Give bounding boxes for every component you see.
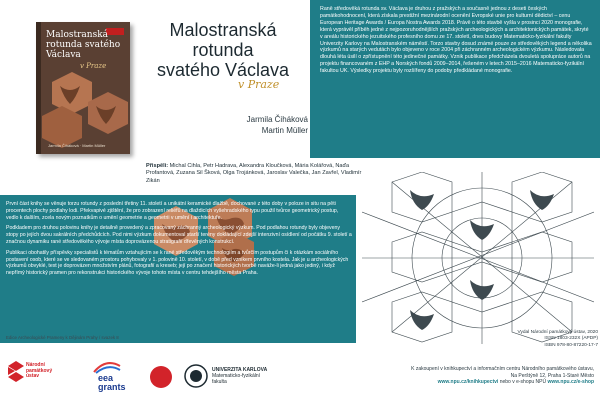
sale-line-1: K zakoupení v knihkupectví a informačním centru Národního památkového ústavu,	[411, 366, 594, 372]
sale-line-3	[376, 379, 594, 386]
sale-line-2: Na Perštýně 12, Praha 1-Staré Město	[510, 372, 594, 379]
npu-word-3: ústav	[26, 373, 40, 380]
lead-paragraph-1: První část knihy se věnuje torzu rotundy z poslední třetiny 11. století a unikátní keramické dlažbě, dochované z této doby v poloze in situ na pěti procentech plochy podlahy lodi. Překvapivé zjištění, že pro zobrazení reliéfů na dlaždicích vyšehradského typu použil tvůrce geometrický postup, vedlo k dalším, zcela novým poznatkům o umění geometrie a geometrii v umění i architektuře.	[6, 201, 339, 221]
cover-tiles-image	[42, 72, 128, 152]
series-note: Edice Archeologické Prameny k Dějinám Prahy / svazek 8	[6, 335, 119, 340]
sale-info	[376, 366, 594, 386]
title-line-1: Malostranská	[169, 20, 277, 40]
eea-word-1: eea	[98, 373, 114, 383]
eea-logo-text	[98, 374, 126, 392]
contributors-label: Přispěli:	[146, 163, 169, 169]
eshop-link[interactable]: www.npu.cz/e-shop	[547, 379, 594, 386]
cover-subtitle: v Praze	[80, 62, 107, 70]
title-subtitle: v Praze	[238, 78, 280, 91]
sale-line-3-mid: nebo v e-shopu NPÚ	[498, 379, 548, 386]
author-2: Martin Müller	[261, 126, 308, 135]
book-cover	[36, 22, 130, 154]
eea-grants-logo	[88, 358, 144, 400]
uk-logo	[184, 364, 304, 394]
contributors-names: Michal Cihla, Petr Hadrava, Alexandra Kloučková, Mária Kolářová, Naďa Profantová, Zuzana Sil Šková, Olga Trojánková, Jaroslav Valečka, Jan Zavřel, Vladimír Zikán	[146, 163, 362, 184]
uk-seal-icon	[184, 364, 208, 388]
lead-paragraph-2: Podkladem pro druhou polovinu knihy je detailně provedený a zpracovaný záchranný archeologický výzkum. Pod podlahou rotundy byly objeveny stopy po jejích dvou sakrálních předchůdcích. Pod nimi výzkum dokumentoval starší terény dokládající zdejší intenzivní osídlení od počátku 9. století a značnou dynamiku rané středověkého vývoje místa doprovázenou stratigrafií dřevěných konstrukcí.	[6, 225, 352, 245]
uk-faculty-1: Matematicko-fyzikální	[212, 372, 261, 379]
npu-logo-text	[26, 363, 52, 380]
eea-word-2: grants	[98, 382, 126, 392]
bookshop-link[interactable]: www.npu.cz/knihkupectvi	[437, 379, 499, 386]
author-1: Jarmila Čiháková	[246, 115, 308, 124]
contributors	[146, 163, 366, 185]
book-spine	[36, 22, 41, 154]
npu-mark-icon	[8, 361, 24, 383]
isbn-line: ISBN 978-80-87220-17-7	[544, 342, 598, 348]
geometric-pattern-drawing	[362, 172, 594, 344]
publication-info	[478, 330, 598, 349]
cover-authors: Jarmila Čiháková · Martin Müller	[48, 143, 106, 148]
npu-word-1: Národní	[26, 362, 45, 368]
lead-paragraph-3: Publikaci obohatily příspěvky specialistů k tématům vztahujícím se k rané středověkým technologiím a tvůrčím postupům či k otázkám sociálního postavení osob, které se ve sledovaném prostoru pohybovaly v 1. polovině 10. století, v době před vznikem prvního kostela. Jak je u archeologických výzkumů obvyklé, text je doprovázen množstvím plánů, fotografií a kreseb; její po značení historických tvorbě naváže-li jedná jako jediný, i když nepřímý historický pramen pro rekonstrukci historického vývoje tohoto místa v centru tehdejšího města Praha.	[6, 249, 349, 277]
npu-logo	[8, 357, 78, 399]
uk-faculty-2: fakulta	[212, 378, 227, 385]
npu-word-2: památkový	[26, 367, 53, 374]
publisher-line: Vydal Národní památkový ústav, 2020	[517, 330, 598, 335]
uk-name: UNIVERZITA KARLOVA	[212, 367, 268, 373]
title-line-3: svatého Václava	[156, 60, 290, 80]
uk-logo-text	[212, 368, 267, 385]
issn-line: ISSN 1803-232X (APDP)	[544, 336, 598, 342]
eea-swoosh-icon	[92, 360, 122, 374]
red-circle-logo	[150, 366, 172, 388]
description-text: Raně středověká rotunda sv. Václava je druhou z pražských a současně jednou z deseti českých památkohodnocení, která získala prestižní mezinárodní ocenění Evropské unie pro kulturní dědictví – cenu European Heritage Awards / Europa Nostra Awards 2018. Právě o této stavbě vyšla v prosinci 2020 monografie, která vyprávěl příběh jedné z nejpozoruhodnějších pražských archeologických a architektonických památek, skryté v areálu historického jezuitského profesního domu ze 17. století, dnes budovy Matematicko-fyzikální fakulty Univerzity Karlovy na Malostranském náměstí. Torzo stavby dosud známé pouze ze středověkých legend a několika výzkumů na starých vedutách bylo objeveno v roce 2004 při záchranném archeologickém výzkumu. Následovala dlouhá léta úsilí o zpřístupnění této jedinečné památky. Vznik publikace předcházela dvouletá spolupráce autorů na projektu financovaném z EHP a Norských fondů 2009–2014, řešeném v letech 2015–2016 Matematicko-fyzikální fakultou UK. Výsledky projektu byly rozšířeny do podoby předkládané monografie.	[320, 6, 592, 75]
book-title	[148, 20, 298, 80]
title-line-2: rotunda	[192, 40, 254, 60]
cover-title: Malostranská rotunda svatého Václava	[46, 30, 121, 60]
authors	[220, 114, 308, 136]
lead-text	[6, 201, 352, 281]
